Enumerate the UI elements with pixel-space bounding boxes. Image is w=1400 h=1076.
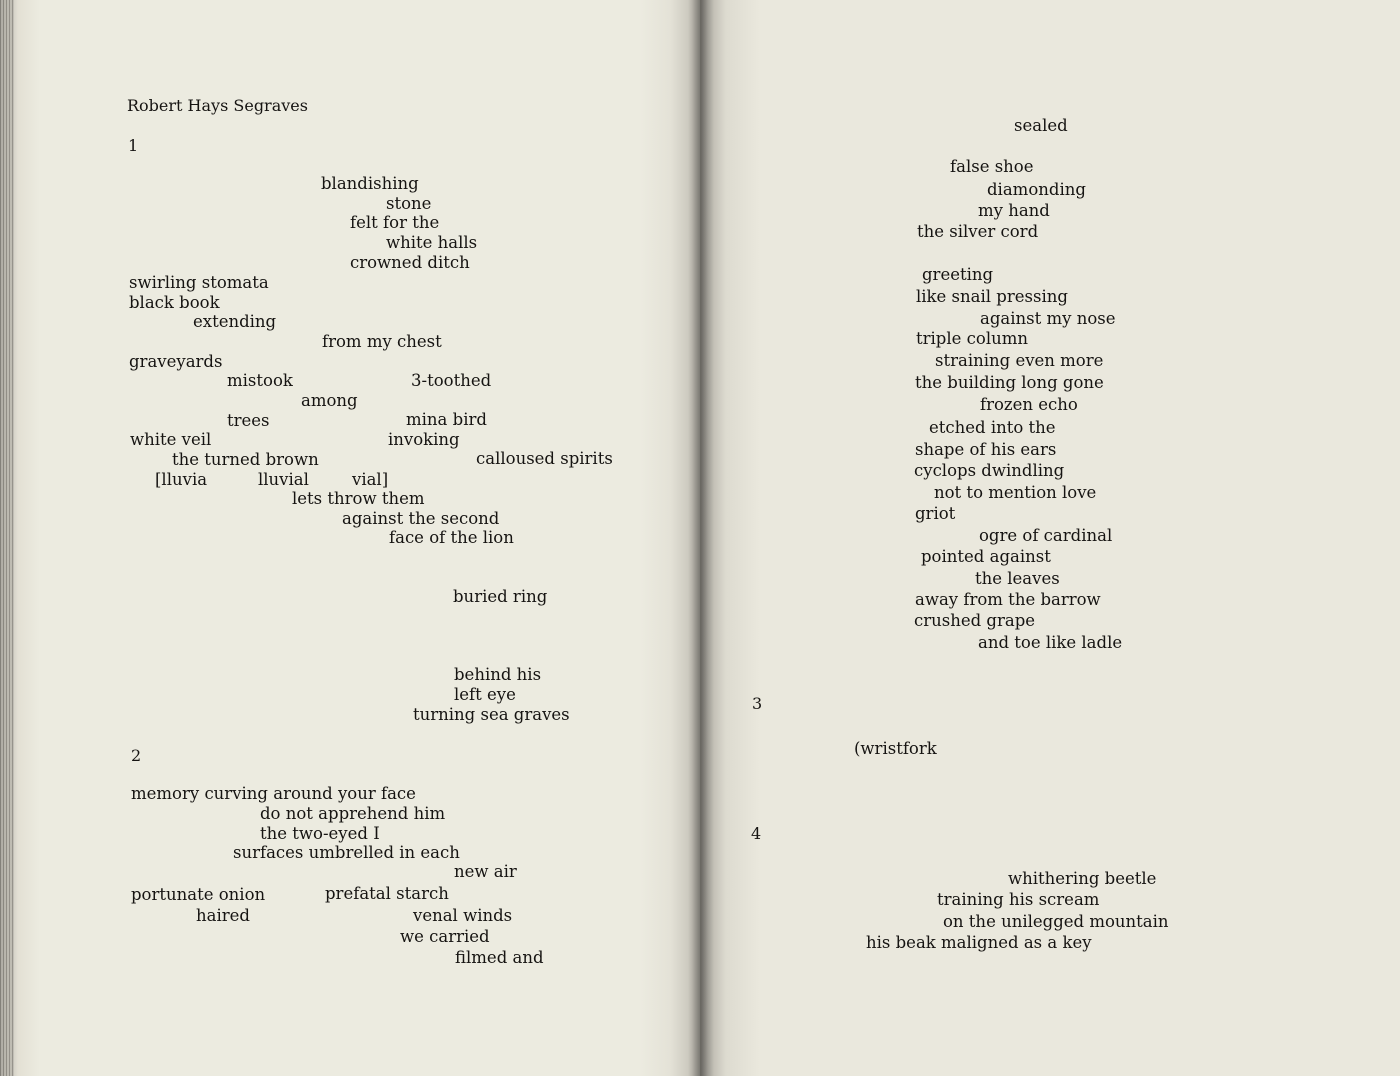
poem-line: among [301, 391, 358, 410]
poem-line: the leaves [975, 569, 1060, 588]
poem-line: invoking [388, 430, 460, 449]
poem-line: 3-toothed [411, 371, 492, 390]
poem-line: not to mention love [934, 483, 1097, 502]
poem-line: ogre of cardinal [979, 526, 1113, 545]
poem-line: straining even more [935, 351, 1104, 370]
poem-line: my hand [978, 201, 1050, 220]
section-number-4: 4 [751, 824, 762, 843]
poem-line: away from the barrow [915, 590, 1101, 609]
poem-line: swirling stomata [129, 273, 269, 292]
poem-line: prefatal starch [325, 884, 449, 903]
poem-line: do not apprehend him [260, 804, 446, 823]
poem-line: left eye [454, 685, 516, 704]
poem-line: shape of his ears [915, 440, 1057, 459]
poem-line: crowned ditch [350, 253, 470, 272]
poem-line: mina bird [406, 410, 487, 429]
poem-line: vial] [352, 470, 389, 489]
poem-line: diamonding [987, 180, 1086, 199]
poem-line: turning sea graves [413, 705, 570, 724]
section-number-1: 1 [128, 136, 139, 155]
poem-line: memory curving around your face [131, 784, 416, 803]
poem-line: face of the lion [389, 528, 514, 547]
poem-line: felt for the [350, 213, 440, 232]
poem-line: filmed and [455, 948, 544, 967]
poem-line: crushed grape [914, 611, 1036, 630]
poem-line: etched into the [929, 418, 1056, 437]
poem-line: trees [227, 411, 270, 430]
poem-line: the turned brown [172, 450, 319, 469]
poem-line: venal winds [413, 906, 513, 925]
right-page [700, 0, 1400, 1076]
poem-line: extending [193, 312, 277, 331]
poem-line: like snail pressing [916, 287, 1068, 306]
page-edges [0, 0, 14, 1076]
book-gutter [688, 0, 714, 1076]
poem-line: stone [386, 194, 432, 213]
poem-line: training his scream [937, 890, 1100, 909]
poem-line: whithering beetle [1008, 869, 1157, 888]
section-number-3: 3 [752, 694, 763, 713]
poem-line: calloused spirits [476, 449, 613, 468]
poem-line: cyclops dwindling [914, 461, 1065, 480]
poem-line: black book [129, 293, 220, 312]
poem-line: his beak maligned as a key [866, 933, 1092, 952]
poem-line: surfaces umbrelled in each [233, 843, 460, 862]
poem-line: from my chest [322, 332, 442, 351]
poem-line: new air [454, 862, 517, 881]
poem-line: [lluvia [155, 470, 208, 489]
poem-line: white halls [386, 233, 478, 252]
poem-line: against my nose [980, 309, 1116, 328]
poem-line: buried ring [453, 587, 548, 606]
author-name: Robert Hays Segraves [127, 96, 308, 115]
poem-line: on the unilegged mountain [943, 912, 1169, 931]
poem-line: lluvial [258, 470, 309, 489]
poem-line: white veil [130, 430, 212, 449]
poem-line: haired [196, 906, 250, 925]
poem-line: we carried [400, 927, 490, 946]
poem-line: graveyards [129, 352, 223, 371]
poem-line: behind his [454, 665, 542, 684]
poem-line: the building long gone [915, 373, 1104, 392]
poem-line: mistook [227, 371, 293, 390]
section-number-2: 2 [131, 746, 142, 765]
poem-line: triple column [916, 329, 1028, 348]
poem-line: griot [915, 504, 956, 523]
poem-line: blandishing [321, 174, 419, 193]
poem-line: portunate onion [131, 885, 266, 904]
poem-line: the silver cord [917, 222, 1039, 241]
poem-line: greeting [922, 265, 994, 284]
poem-line: lets throw them [292, 489, 425, 508]
poem-line: false shoe [950, 157, 1034, 176]
poem-line: frozen echo [980, 395, 1078, 414]
poem-line: and toe like ladle [978, 633, 1123, 652]
poem-line: against the second [342, 509, 500, 528]
poem-line: pointed against [921, 547, 1051, 566]
poem-line: (wristfork [854, 739, 937, 758]
poem-line: sealed [1014, 116, 1068, 135]
poem-line: the two-eyed I [260, 824, 380, 843]
